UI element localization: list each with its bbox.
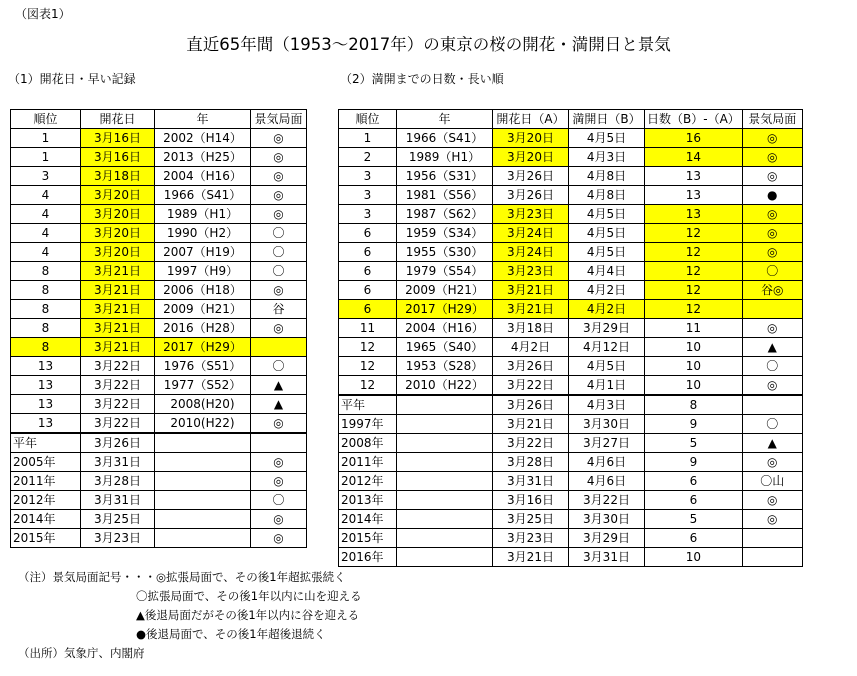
table-cell: 4月2日 (569, 281, 645, 300)
table-cell: 3月26日 (493, 395, 569, 415)
table-row (11, 281, 307, 300)
table-cell: 10 (645, 376, 743, 396)
table-cell: 3月29日 (569, 319, 645, 338)
table-cell: 1997年 (339, 415, 397, 434)
table-cell: 2012年 (11, 491, 81, 510)
table-cell: 3月31日 (81, 453, 155, 472)
figure-label: （図表1） (15, 7, 71, 21)
table-row (339, 338, 803, 357)
table-cell: ◎ (742, 129, 802, 148)
table-cell: 2017（H29） (397, 300, 493, 319)
table-cell: ◎ (742, 224, 802, 243)
summary-row (339, 395, 803, 415)
table-cell: 2009（H21） (155, 300, 251, 319)
column-header: 年 (397, 110, 493, 129)
table-cell: 4月4日 (569, 262, 645, 281)
table-cell: ◎ (742, 205, 802, 224)
table-cell (397, 472, 493, 491)
summary-row (11, 529, 307, 548)
table-cell: 4月5日 (569, 243, 645, 262)
summary-row (339, 510, 803, 529)
table-header-row (339, 110, 803, 129)
table-cell: 13 (645, 186, 743, 205)
column-header: 満開日（B） (569, 110, 645, 129)
table-row (339, 376, 803, 396)
table-row (339, 243, 803, 262)
table-cell: 8 (11, 300, 81, 319)
table-cell: 12 (645, 262, 743, 281)
table-cell: 12 (645, 281, 743, 300)
table-cell: 1977（S52） (155, 376, 251, 395)
table-cell: 3月30日 (569, 510, 645, 529)
table-cell: 4月8日 (569, 186, 645, 205)
table-cell: 12 (645, 224, 743, 243)
table-cell: 13 (645, 167, 743, 186)
table-cell: 1965（S40） (397, 338, 493, 357)
table-cell: 13 (11, 414, 81, 434)
table-cell: 3月23日 (493, 205, 569, 224)
table-cell: 2016年 (339, 548, 397, 567)
table-cell: ● (742, 186, 802, 205)
table-cell: 2004（H16） (397, 319, 493, 338)
table-cell: 4月5日 (569, 224, 645, 243)
table-cell: 10 (645, 357, 743, 376)
table-cell: 3月21日 (81, 319, 155, 338)
table-cell: 2013年 (339, 491, 397, 510)
table-cell: 4月6日 (569, 472, 645, 491)
table-cell: 3月28日 (81, 472, 155, 491)
table-cell: 3月20日 (81, 243, 155, 262)
table-cell: 3月23日 (493, 529, 569, 548)
table-cell: ◎ (742, 376, 802, 396)
table-cell: ▲ (251, 395, 307, 414)
table-cell: 〇 (251, 243, 307, 262)
table-cell: 4月8日 (569, 167, 645, 186)
table-cell: 谷◎ (742, 281, 802, 300)
table-row (339, 205, 803, 224)
table-cell: 5 (645, 510, 743, 529)
table-cell: 1959（S34） (397, 224, 493, 243)
table-row (11, 167, 307, 186)
table-cell: 3月30日 (569, 415, 645, 434)
table-cell (397, 453, 493, 472)
table-cell: 1955（S30） (397, 243, 493, 262)
full-bloom-days-table (338, 109, 803, 567)
table-cell: ▲ (742, 338, 802, 357)
table-cell: 2014年 (339, 510, 397, 529)
table-cell: 6 (645, 472, 743, 491)
table-cell: 3月31日 (493, 472, 569, 491)
table-row (11, 319, 307, 338)
table-cell: ◎ (742, 510, 802, 529)
table-row (339, 224, 803, 243)
table-cell: 11 (339, 319, 397, 338)
table-row (11, 414, 307, 434)
table-cell: 12 (645, 300, 743, 319)
table-cell: 1979（S54） (397, 262, 493, 281)
table-cell: 2013（H25） (155, 148, 251, 167)
table-cell: 3月26日 (81, 433, 155, 453)
table-cell: 3月21日 (81, 281, 155, 300)
table-cell: 10 (645, 548, 743, 567)
table-cell: 3月27日 (569, 434, 645, 453)
summary-row (11, 510, 307, 529)
table-row (339, 129, 803, 148)
table-cell: ◎ (251, 148, 307, 167)
table-cell: 平年 (11, 433, 81, 453)
table-cell: 2011年 (339, 453, 397, 472)
table-cell: ◎ (251, 510, 307, 529)
table-cell: 6 (339, 243, 397, 262)
table-cell: 12 (339, 357, 397, 376)
table-row (339, 300, 803, 319)
table-cell: 3月25日 (81, 510, 155, 529)
table-cell: 3月22日 (493, 434, 569, 453)
table-cell: 2011年 (11, 472, 81, 491)
table-cell: 〇 (251, 491, 307, 510)
table-row (339, 262, 803, 281)
table-cell: 〇 (742, 357, 802, 376)
table-cell: 3月21日 (493, 300, 569, 319)
column-header: 順位 (339, 110, 397, 129)
table-cell: 3月21日 (81, 338, 155, 357)
table-cell: 1956（S31） (397, 167, 493, 186)
table-cell: 3月21日 (81, 300, 155, 319)
table-cell: 3月16日 (81, 129, 155, 148)
table-cell: ◎ (742, 167, 802, 186)
summary-row (339, 548, 803, 567)
table-cell: 3月25日 (493, 510, 569, 529)
table-cell: 2 (339, 148, 397, 167)
table-cell: ◎ (742, 148, 802, 167)
table-cell: ◎ (742, 453, 802, 472)
table-cell: 12 (339, 338, 397, 357)
table-row (339, 357, 803, 376)
table-cell: 1966（S41） (397, 129, 493, 148)
table-row (339, 148, 803, 167)
summary-row (339, 415, 803, 434)
column-header: 順位 (11, 110, 81, 129)
table-cell: 2009（H21） (397, 281, 493, 300)
table-cell: ▲ (742, 434, 802, 453)
table-cell: 6 (339, 300, 397, 319)
table-row (11, 357, 307, 376)
table-row (11, 243, 307, 262)
table-cell: 1 (11, 129, 81, 148)
table-cell (742, 548, 802, 567)
table-cell: 3月22日 (493, 376, 569, 396)
table-cell (155, 491, 251, 510)
table-cell: 1990（H2） (155, 224, 251, 243)
table-cell: 6 (645, 491, 743, 510)
table-cell: 2015年 (339, 529, 397, 548)
table-cell: 13 (645, 205, 743, 224)
table-cell: 3月22日 (81, 414, 155, 434)
table-cell: 4 (11, 243, 81, 262)
table-cell: ◎ (251, 167, 307, 186)
table-cell: 4月5日 (569, 129, 645, 148)
table-cell: 3月22日 (81, 376, 155, 395)
table-cell: 3月16日 (81, 148, 155, 167)
table-row (11, 205, 307, 224)
table-cell (742, 300, 802, 319)
table-row (11, 376, 307, 395)
table-cell: 4月5日 (569, 357, 645, 376)
table-cell: 3月31日 (569, 548, 645, 567)
table-cell: 3 (339, 205, 397, 224)
table-cell: 10 (645, 338, 743, 357)
table-cell: 1 (11, 148, 81, 167)
table-cell: 1 (339, 129, 397, 148)
table-cell: 2008年 (339, 434, 397, 453)
column-header: 景気局面 (251, 110, 307, 129)
table-cell: 2012年 (339, 472, 397, 491)
table-cell: 1989（H1） (155, 205, 251, 224)
table-cell (155, 510, 251, 529)
table-cell: 3月23日 (81, 529, 155, 548)
left-table-heading: （1）開花日・早い記録 (8, 72, 136, 86)
table-cell: 4 (11, 186, 81, 205)
table-cell: 4 (11, 205, 81, 224)
table-cell: 3月21日 (493, 548, 569, 567)
table-cell: 3月28日 (493, 453, 569, 472)
table-cell: 4月2日 (493, 338, 569, 357)
table-cell: 12 (339, 376, 397, 396)
summary-row (339, 434, 803, 453)
table-cell (742, 529, 802, 548)
table-row (11, 224, 307, 243)
table-cell: 11 (645, 319, 743, 338)
table-cell: 4 (11, 224, 81, 243)
column-header: 開花日（A） (493, 110, 569, 129)
table-cell: ◎ (251, 281, 307, 300)
table-cell: 3 (339, 167, 397, 186)
table-cell: 2004（H16） (155, 167, 251, 186)
column-header: 年 (155, 110, 251, 129)
table-cell (397, 415, 493, 434)
note-legend-trough: ▲後退局面だがその後1年以内に谷を迎える (136, 608, 360, 622)
table-cell: 4月12日 (569, 338, 645, 357)
note-legend-expansion: （注）景気局面記号・・・◎拡張局面で、その後1年超拡張続く (18, 570, 346, 584)
table-cell: ◎ (251, 414, 307, 434)
table-cell: 2017（H29） (155, 338, 251, 357)
table-cell: 3月16日 (493, 491, 569, 510)
table-cell (397, 434, 493, 453)
summary-row (11, 491, 307, 510)
table-cell: 3月18日 (81, 167, 155, 186)
table-row (339, 319, 803, 338)
table-cell: 1981（S56） (397, 186, 493, 205)
table-cell: 13 (11, 395, 81, 414)
table-cell: 2015年 (11, 529, 81, 548)
table-cell: 3月21日 (493, 415, 569, 434)
table-cell: 〇山 (742, 472, 802, 491)
column-header: 日数（B）-（A） (645, 110, 743, 129)
table-row (11, 338, 307, 357)
table-cell: 14 (645, 148, 743, 167)
table-cell: 1953（S28） (397, 357, 493, 376)
table-cell: ◎ (251, 205, 307, 224)
table-cell (155, 472, 251, 491)
table-cell: 3月20日 (493, 148, 569, 167)
table-cell: 3月18日 (493, 319, 569, 338)
table-cell: 3月26日 (493, 186, 569, 205)
table-cell: 3 (11, 167, 81, 186)
table-cell: ◎ (251, 529, 307, 548)
table-row (11, 262, 307, 281)
table-cell (397, 395, 493, 415)
table-cell: 3月24日 (493, 243, 569, 262)
table-cell (742, 395, 802, 415)
table-cell (397, 510, 493, 529)
table-cell: 13 (11, 376, 81, 395)
table-cell: 4月2日 (569, 300, 645, 319)
table-cell: 2002（H14） (155, 129, 251, 148)
table-cell: ◎ (742, 243, 802, 262)
table-cell: ◎ (251, 129, 307, 148)
table-cell: 2016（H28） (155, 319, 251, 338)
table-cell: 3月24日 (493, 224, 569, 243)
table-cell: 8 (11, 338, 81, 357)
table-row (11, 186, 307, 205)
table-cell: 〇 (251, 357, 307, 376)
table-cell: 〇 (251, 262, 307, 281)
table-cell: 4月3日 (569, 148, 645, 167)
table-cell: 3月20日 (81, 224, 155, 243)
table-cell: 3月21日 (493, 281, 569, 300)
table-cell: ◎ (251, 186, 307, 205)
table-cell: 8 (11, 281, 81, 300)
table-cell: ◎ (251, 472, 307, 491)
table-cell: 5 (645, 434, 743, 453)
table-cell: 〇 (742, 415, 802, 434)
table-cell: 4月6日 (569, 453, 645, 472)
summary-row (339, 491, 803, 510)
table-cell: 8 (11, 319, 81, 338)
table-row (11, 148, 307, 167)
table-cell: 1966（S41） (155, 186, 251, 205)
table-cell: 1987（S62） (397, 205, 493, 224)
table-cell: 8 (11, 262, 81, 281)
table-cell: 3月20日 (493, 129, 569, 148)
table-cell: 6 (645, 529, 743, 548)
table-cell: 3月22日 (81, 357, 155, 376)
table-row (11, 300, 307, 319)
summary-row (339, 453, 803, 472)
table-cell: 4月5日 (569, 205, 645, 224)
table-cell: 6 (339, 224, 397, 243)
table-cell: ◎ (251, 319, 307, 338)
table-cell: ◎ (742, 491, 802, 510)
table-cell: 2010（H22） (397, 376, 493, 396)
table-cell: 3月22日 (569, 491, 645, 510)
right-table-heading: （2）満開までの日数・長い順 (340, 72, 504, 86)
note-legend-peak: 〇拡張局面で、その後1年以内に山を迎える (136, 589, 362, 603)
table-header-row (11, 110, 307, 129)
table-cell: 1997（H9） (155, 262, 251, 281)
summary-row (11, 453, 307, 472)
table-cell: 3月26日 (493, 167, 569, 186)
table-cell (397, 529, 493, 548)
table-cell (155, 529, 251, 548)
table-cell (397, 491, 493, 510)
table-cell: 〇 (742, 262, 802, 281)
table-cell: 2006（H18） (155, 281, 251, 300)
table-row (339, 186, 803, 205)
summary-row (11, 472, 307, 491)
summary-row (339, 529, 803, 548)
note-source: （出所）気象庁、内閣府 (18, 646, 145, 660)
table-cell: 〇 (251, 224, 307, 243)
table-cell: 3月23日 (493, 262, 569, 281)
table-row (339, 281, 803, 300)
table-cell: ▲ (251, 376, 307, 395)
table-cell: 13 (11, 357, 81, 376)
table-cell (397, 548, 493, 567)
table-cell: 3月20日 (81, 186, 155, 205)
table-cell: 2014年 (11, 510, 81, 529)
table-cell: 3月26日 (493, 357, 569, 376)
table-cell: ◎ (251, 453, 307, 472)
table-cell: 2010(H22) (155, 414, 251, 434)
table-cell: 6 (339, 262, 397, 281)
table-cell: ◎ (742, 319, 802, 338)
note-legend-recession: ●後退局面で、その後1年超後退続く (136, 627, 326, 641)
table-cell (251, 433, 307, 453)
table-cell: 平年 (339, 395, 397, 415)
table-cell: 1989（H1） (397, 148, 493, 167)
summary-row (11, 433, 307, 453)
table-cell: 4月3日 (569, 395, 645, 415)
table-cell: 12 (645, 243, 743, 262)
table-cell (155, 453, 251, 472)
page-title: 直近65年間（1953～2017年）の東京の桜の開花・満開日と景気 (186, 35, 671, 54)
table-cell: 4月1日 (569, 376, 645, 396)
table-cell: 谷 (251, 300, 307, 319)
table-row (339, 167, 803, 186)
table-cell: 3月31日 (81, 491, 155, 510)
table-row (11, 395, 307, 414)
table-cell (251, 338, 307, 357)
table-cell: 2007（H19） (155, 243, 251, 262)
table-cell: 16 (645, 129, 743, 148)
table-cell: 8 (645, 395, 743, 415)
table-cell: 6 (339, 281, 397, 300)
summary-row (339, 472, 803, 491)
column-header: 開花日 (81, 110, 155, 129)
table-cell: 9 (645, 415, 743, 434)
table-cell: 3月29日 (569, 529, 645, 548)
table-cell: 3月20日 (81, 205, 155, 224)
table-cell: 9 (645, 453, 743, 472)
bloom-date-table (10, 109, 307, 548)
table-cell: 1976（S51） (155, 357, 251, 376)
table-cell: 3月22日 (81, 395, 155, 414)
table-cell: 3月21日 (81, 262, 155, 281)
table-cell: 2008(H20) (155, 395, 251, 414)
column-header: 景気局面 (742, 110, 802, 129)
table-row (11, 129, 307, 148)
table-cell (155, 433, 251, 453)
table-cell: 3 (339, 186, 397, 205)
table-cell: 2005年 (11, 453, 81, 472)
